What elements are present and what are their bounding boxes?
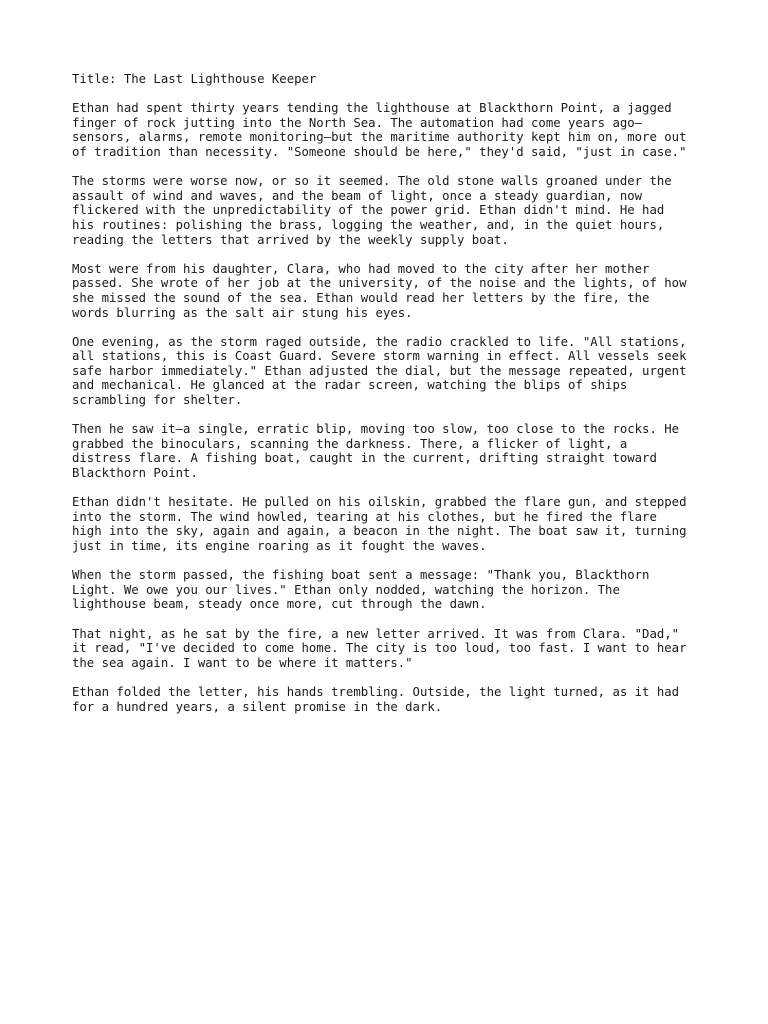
paragraph-4: One evening, as the storm raged outside, the radio crackled to life. "All stations, all stations, this is Coast Guard. Severe storm warning in effect. All vessels seek safe harbor immediately." Ethan adjusted the dial, but the message repeated, urgent and mechanical. He glanced at the radar screen, watching the blips of ships scrambling for shelter.	[72, 334, 687, 408]
paragraph-7: When the storm passed, the fishing boat sent a message: "Thank you, Blackthorn Light. We owe you our lives." Ethan only nodded, watching the horizon. The lighthouse beam, steady once more, cut through the dawn.	[72, 568, 650, 612]
paragraph-5: Then he saw it—a single, erratic blip, moving too slow, too close to the rocks. He grabbed the binoculars, scanning the darkness. There, a flicker of light, a distress flare. A fishing boat, caught in the current, drifting straight toward Blackthorn Point.	[72, 422, 680, 481]
document-page	[72, 72, 712, 729]
paragraph-1: Ethan had spent thirty years tending the lighthouse at Blackthorn Point, a jagged finger of rock jutting into the North Sea. The automation had come years ago— sensors, alarms, remote monitoring—but the maritime authority kept him on, more out of tradition than necessity. "Someone should be here," they'd said, "just in case."	[72, 101, 687, 159]
paragraph-2: The storms were worse now, or so it seemed. The old stone walls groaned under the assault of wind and waves, and the beam of light, once a steady guardian, now flickered with the unpredictability of the power grid. Ethan didn't mind. He had his routines: polishing the brass, logging the weather, and, in the quiet hours, reading the letters that arrived by the weekly supply boat.	[72, 174, 672, 247]
story-title: Title: The Last Lighthouse Keeper	[72, 72, 317, 86]
paragraph-6: Ethan didn't hesitate. He pulled on his oilskin, grabbed the flare gun, and stepped into the storm. The wind howled, tearing at his clothes, but he fired the flare high into the sky, again and again, a beacon in the night. The boat saw it, turning just in time, its engine roaring as it fought the waves.	[72, 495, 687, 553]
paragraph-3: Most were from his daughter, Clara, who had moved to the city after her mother passed. She wrote of her job at the university, of the noise and the lights, of how she missed the sound of the sea. Ethan would read her letters by the fire, the words blurring as the salt air stung his eyes.	[72, 261, 687, 320]
paragraph-8: That night, as he sat by the fire, a new letter arrived. It was from Clara. "Dad," it read, "I've decided to come home. The city is too loud, too fast. I want to hear the sea again. I want to be where it matters."	[72, 626, 687, 670]
paragraph-9: Ethan folded the letter, his hands trembling. Outside, the light turned, as it had for a hundred years, a silent promise in the dark.	[72, 684, 680, 714]
